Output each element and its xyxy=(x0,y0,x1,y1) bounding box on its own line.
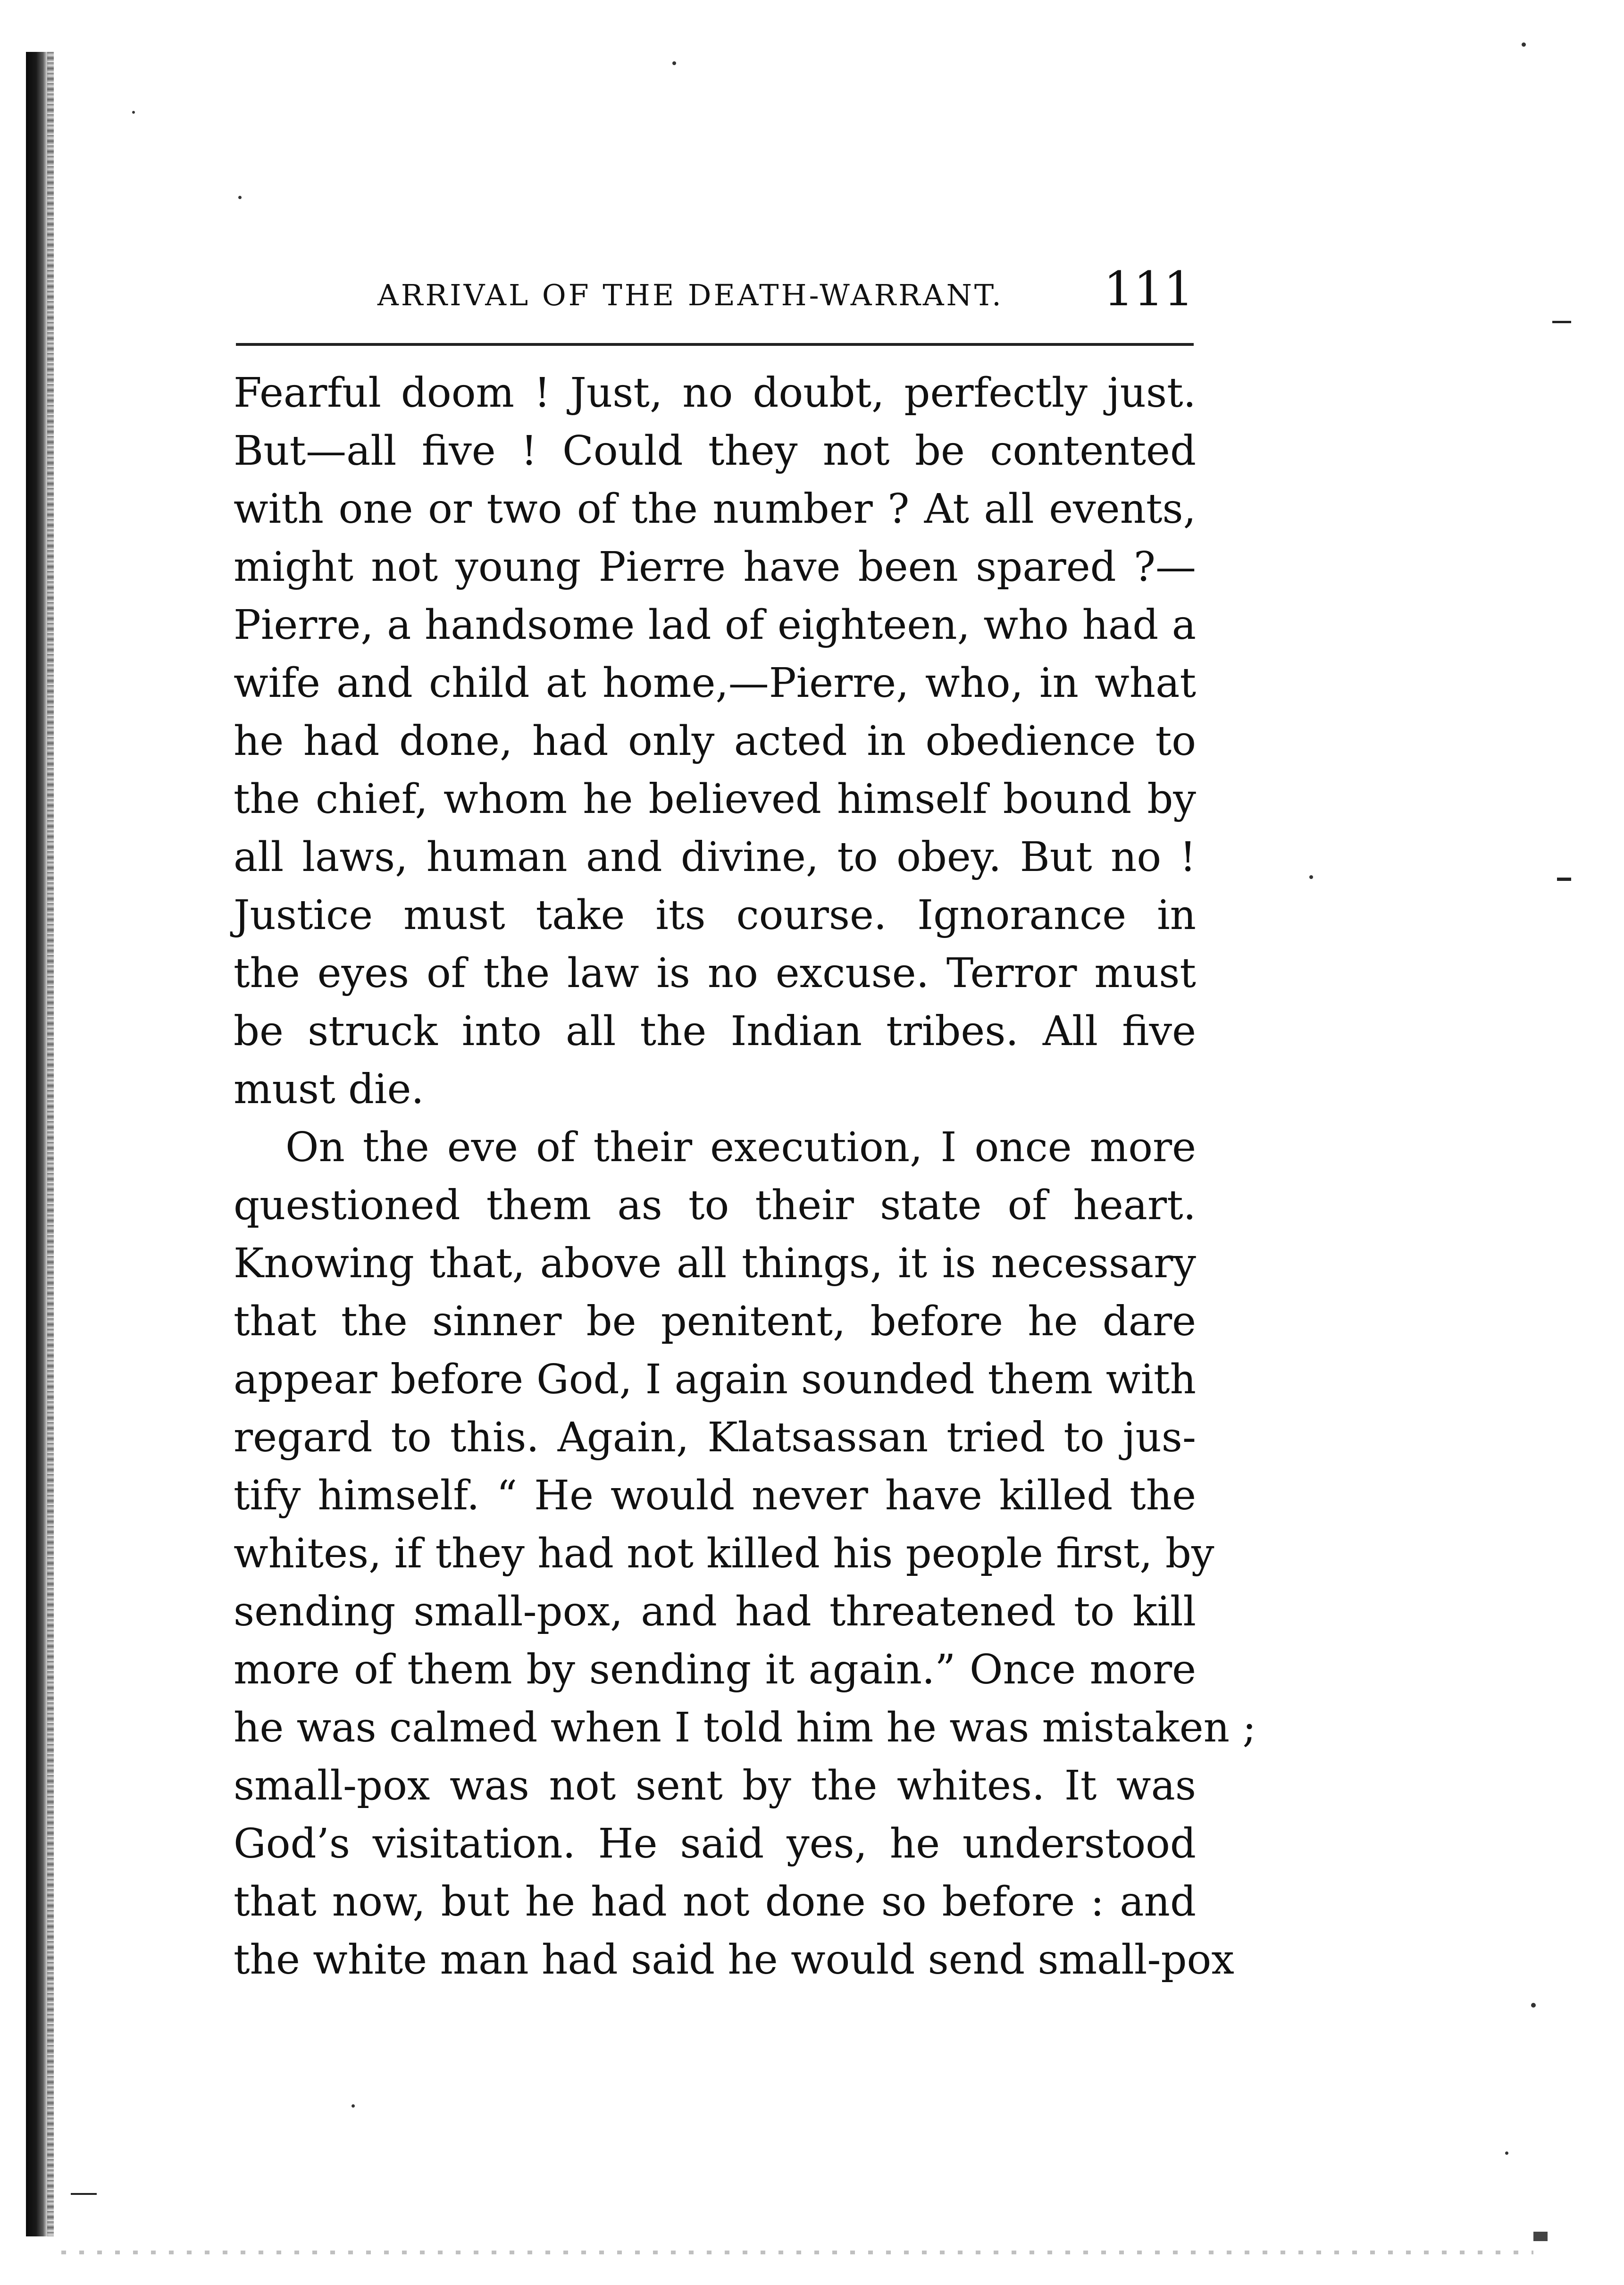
text-line: tify himself. “ He would never have killed the xyxy=(234,1472,1196,1519)
text-line: appear before God, I again sounded them with xyxy=(234,1356,1196,1403)
text-line: all laws, human and divine, to obey. But no ! xyxy=(234,834,1196,881)
scan-speck xyxy=(1309,875,1313,879)
text-line: that now, but he had not done so before : and xyxy=(234,1878,1196,1925)
scan-speck xyxy=(672,61,676,65)
scan-mark xyxy=(1557,878,1571,881)
scan-speck xyxy=(1522,42,1526,47)
text-line: that the sinner be penitent, before he dare xyxy=(234,1298,1196,1345)
scan-speck xyxy=(132,111,135,114)
text-line: be struck into all the Indian tribes. All five xyxy=(234,1008,1196,1055)
text-line: Pierre, a handsome lad of eighteen, who had a xyxy=(234,602,1196,649)
binding-edge xyxy=(26,52,49,2236)
scan-mark xyxy=(71,2193,97,2195)
text-line: the chief, whom he believed himself bound by xyxy=(234,776,1196,823)
paragraph xyxy=(234,1119,1256,1989)
scan-speck xyxy=(352,2104,355,2108)
text-line: questioned them as to their state of heart. xyxy=(234,1182,1196,1229)
page-number: 111 xyxy=(1104,261,1194,317)
text-line: God’s visitation. He said yes, he understood xyxy=(234,1820,1196,1867)
running-head-title: ARRIVAL OF THE DEATH-WARRANT. xyxy=(377,278,1004,312)
scan-mark xyxy=(1533,2232,1548,2241)
paragraph xyxy=(234,364,1196,1119)
text-line: might not young Pierre have been spared ?— xyxy=(234,544,1196,591)
text-line: the white man had said he would send small-pox xyxy=(234,1936,1234,1984)
text-line: wife and child at home,—Pierre, who, in what xyxy=(234,660,1196,707)
text-line: Justice must take its course. Ignorance in xyxy=(234,892,1196,939)
text-line: Knowing that, above all things, it is necessary xyxy=(234,1240,1196,1287)
scan-edge-noise xyxy=(61,2251,1533,2254)
binding-edge-texture xyxy=(47,52,54,2236)
scan-speck xyxy=(1531,2003,1536,2008)
text-line: he had done, had only acted in obedience to xyxy=(234,718,1196,765)
text-line: small-pox was not sent by the whites. It was xyxy=(234,1762,1196,1809)
text-line: with one or two of the number ? At all events, xyxy=(234,485,1196,533)
header-rule xyxy=(236,343,1194,346)
running-head xyxy=(236,257,1194,318)
text-line: regard to this. Again, Klatsassan tried to jus- xyxy=(234,1414,1196,1461)
text-line: But—all five ! Could they not be contented xyxy=(234,427,1196,475)
text-line: On the eve of their execution, I once more xyxy=(285,1124,1196,1171)
text-line: whites, if they had not killed his people first, by xyxy=(234,1530,1214,1577)
text-line: he was calmed when I told him he was mistaken ; xyxy=(234,1704,1256,1751)
scan-speck xyxy=(238,196,242,199)
body-text xyxy=(234,364,1256,1989)
scan-speck xyxy=(1505,2151,1508,2155)
text-line: the eyes of the law is no excuse. Terror must xyxy=(234,950,1196,997)
text-line: more of them by sending it again.” Once more xyxy=(234,1646,1196,1693)
text-line: Fearful doom ! Just, no doubt, perfectly just. xyxy=(234,369,1196,417)
scan-mark xyxy=(1552,321,1571,323)
text-line: must die. xyxy=(234,1066,424,1113)
text-line: sending small-pox, and had threatened to kill xyxy=(234,1588,1196,1635)
